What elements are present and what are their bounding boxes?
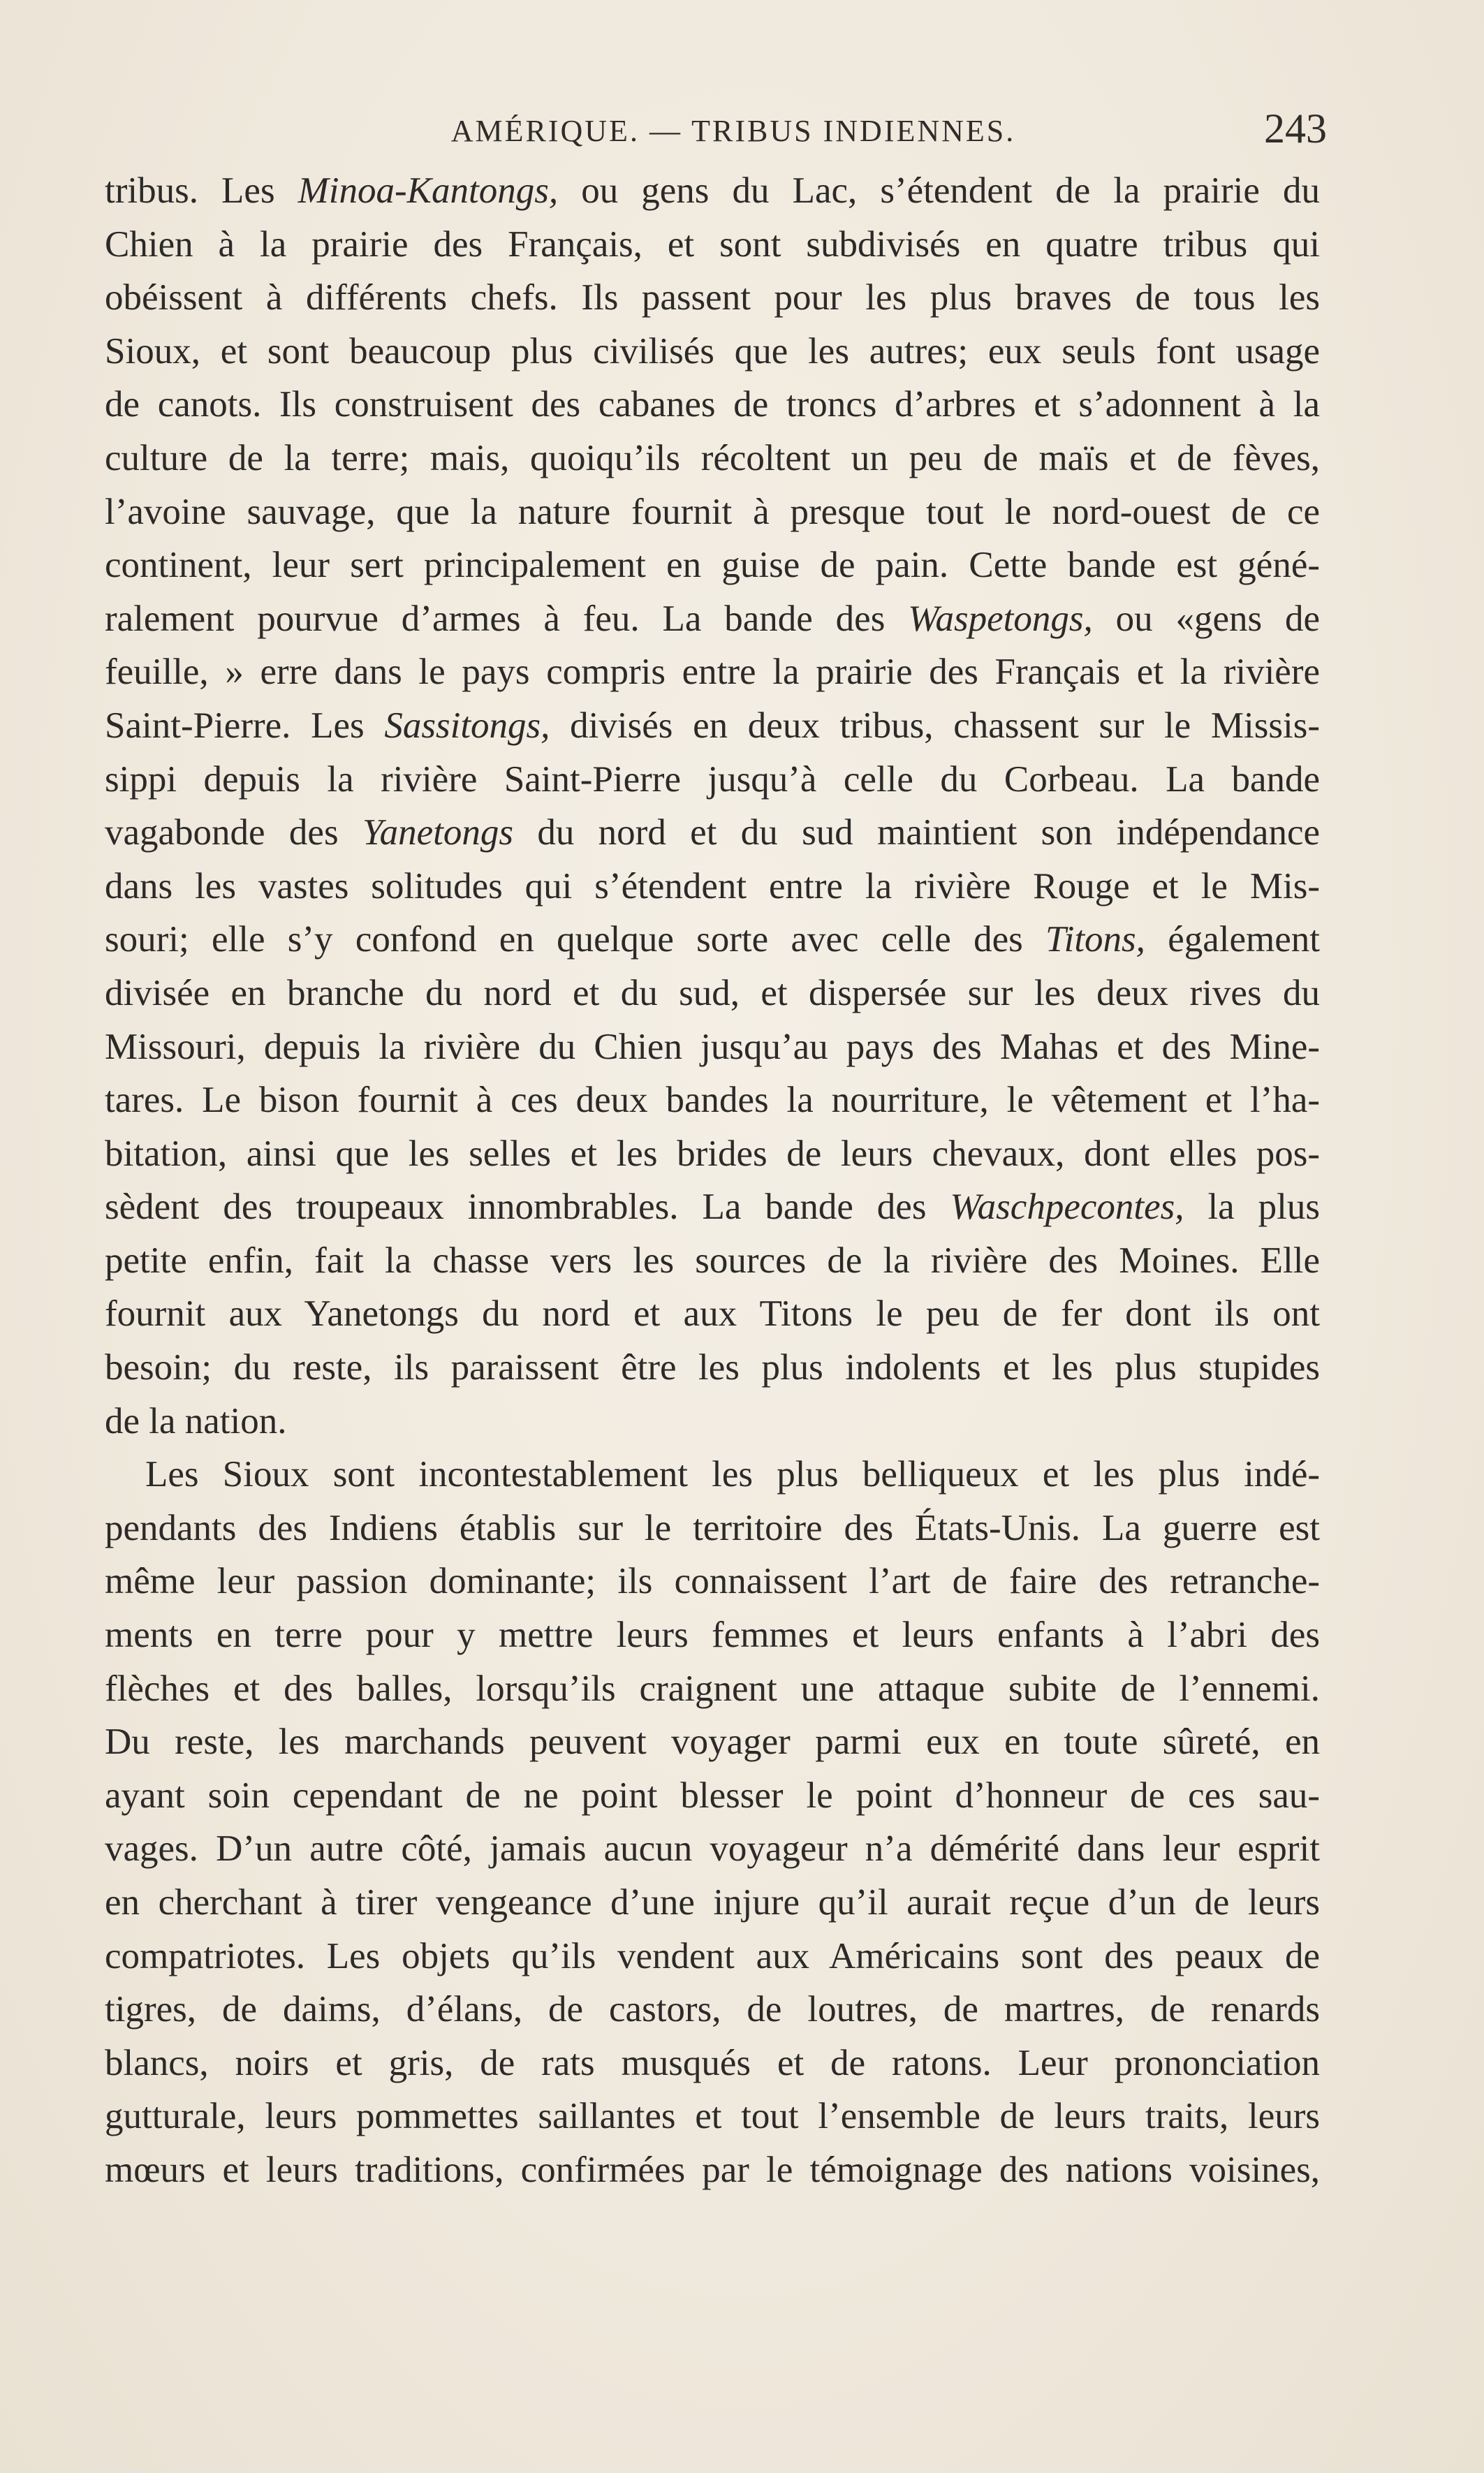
text-line (105, 325, 1320, 379)
text-segment: Chien à la prairie des Français, et sont subdivisés en quatre tribus qui (105, 223, 1320, 265)
text-segment: petite enfin, fait la chasse vers les sources de la rivière des Moines. Elle (105, 1240, 1320, 1281)
text-segment: blancs, noirs et gris, de rats musqués et de ratons. Leur prononciation (105, 2042, 1320, 2083)
text-segment: ayant soin cependant de ne point blesser le point d’honneur de ces sau- (105, 1775, 1320, 1816)
text-line (105, 645, 1320, 699)
text-segment: obéissent à différents chefs. Ils passent pour les plus braves de tous les (105, 277, 1320, 318)
text-segment: sippi depuis la rivière Saint-Pierre jusqu’à celle du Corbeau. La bande (105, 758, 1320, 800)
text-segment: de canots. Ils construisent des cabanes de troncs d’arbres et s’adonnent à la (105, 384, 1320, 425)
text-line (105, 1073, 1320, 1127)
text-segment: Missouri, depuis la rivière du Chien jusqu’au pays des Mahas et des Mine- (105, 1026, 1320, 1067)
text-line (105, 1020, 1320, 1074)
text-segment: pendants des Indiens établis sur le territoire des États-Unis. La guerre est (105, 1507, 1320, 1548)
text-line (105, 1715, 1320, 1769)
text-line (105, 2037, 1320, 2090)
text-segment: gutturale, leurs pommettes saillantes et tout l’ensemble de leurs traits, leurs (105, 2096, 1320, 2137)
text-segment: du nord et du sud maintient son indépendance (513, 812, 1320, 853)
text-segment: continent, leur sert principalement en guise de pain. Cette bande est géné- (105, 545, 1320, 586)
text-line (105, 2090, 1320, 2143)
text-line (105, 1662, 1320, 1716)
text-segment: ments en terre pour y mettre leurs femmes et leurs enfants à l’abri des (105, 1615, 1320, 1656)
text-segment: divisée en branche du nord et du sud, et dispersée sur les deux rives du (105, 972, 1320, 1013)
text-segment: tares. Le bison fournit à ces deux bandes la nourriture, le vêtement et l’ha- (105, 1080, 1320, 1121)
text-segment: bitation, ainsi que les selles et les brides de leurs chevaux, dont elles pos- (105, 1133, 1320, 1174)
body-text (105, 164, 1320, 2197)
text-segment: de la nation. (105, 1400, 287, 1441)
text-line (105, 1555, 1320, 1608)
text-segment: feuille, » erre dans le pays compris entre la prairie des Français et la rivière (105, 652, 1320, 693)
running-head (140, 105, 1327, 161)
text-line (105, 699, 1320, 753)
text-line (105, 1395, 1320, 1448)
text-line (105, 1608, 1320, 1662)
text-line (105, 1448, 1320, 1502)
text-line (105, 753, 1320, 807)
text-segment: Saint-Pierre. Les (105, 705, 385, 746)
tribe-name: Minoa-Kantongs, (297, 170, 559, 211)
text-line (105, 538, 1320, 592)
text-line (105, 1127, 1320, 1181)
text-line (105, 592, 1320, 646)
text-segment: divisés en deux tribus, chassent sur le Missis- (550, 705, 1320, 746)
text-line (105, 164, 1320, 218)
text-segment: compatriotes. Les objets qu’ils vendent aux Américains sont des peaux de (105, 1935, 1320, 1976)
text-segment: besoin; du reste, ils paraissent être les plus indolents et les plus stupides (105, 1347, 1320, 1388)
text-segment: flèches et des balles, lorsqu’ils craignent une attaque subite de l’ennemi. (105, 1668, 1320, 1709)
text-line (105, 1234, 1320, 1288)
tribe-name: Sassitongs, (384, 705, 550, 746)
text-segment: vages. D’un autre côté, jamais aucun voyageur n’a démérité dans leur esprit (105, 1828, 1320, 1870)
text-line (105, 271, 1320, 325)
text-segment: mœurs et leurs traditions, confirmées par le témoignage des nations voisines, (105, 2149, 1320, 2190)
text-segment: également (1145, 919, 1320, 960)
text-line (105, 485, 1320, 539)
text-line (105, 967, 1320, 1020)
text-line (105, 806, 1320, 860)
text-segment: vagabonde des (105, 812, 362, 853)
text-segment: la plus (1184, 1187, 1320, 1228)
text-line (105, 1876, 1320, 1930)
text-line (105, 1341, 1320, 1395)
text-line (105, 2143, 1320, 2197)
text-segment: tigres, de daims, d’élans, de castors, de loutres, de martres, de renards (105, 1989, 1320, 2030)
text-segment: ou «gens de (1092, 598, 1320, 639)
text-segment: ou gens du Lac, s’étendent de la prairie du (558, 170, 1320, 211)
text-line (105, 1930, 1320, 1983)
text-line (105, 432, 1320, 485)
text-line (105, 378, 1320, 432)
text-segment: fournit aux Yanetongs du nord et aux Titons le peu de fer dont ils ont (105, 1293, 1320, 1335)
text-segment: l’avoine sauvage, que la nature fournit à presque tout le nord-ouest de ce (105, 491, 1320, 532)
text-segment: Du reste, les marchands peuvent voyager parmi eux en toute sûreté, en (105, 1722, 1320, 1763)
text-segment: souri; elle s’y confond en quelque sorte avec celle des (105, 919, 1046, 960)
tribe-name: Titons, (1045, 919, 1145, 960)
text-line (105, 913, 1320, 967)
text-line (105, 1822, 1320, 1876)
text-line (105, 860, 1320, 913)
text-segment: Les Sioux sont incontestablement les plus belliqueux et les plus indé- (145, 1454, 1320, 1495)
tribe-name: Waspetongs, (908, 598, 1093, 639)
text-line (105, 1769, 1320, 1823)
text-segment: culture de la terre; mais, quoiqu’ils récoltent un peu de maïs et de fèves, (105, 437, 1320, 478)
text-line (105, 218, 1320, 272)
text-line (105, 1287, 1320, 1341)
text-line (105, 1983, 1320, 2037)
running-title: AMÉRIQUE. — TRIBUS INDIENNES. (450, 114, 1016, 148)
text-segment: ralement pourvue d’armes à feu. La bande des (105, 598, 909, 639)
page-number: 243 (1264, 105, 1327, 152)
text-segment: dans les vastes solitudes qui s’étendent entre la rivière Rouge et le Mis- (105, 865, 1320, 907)
text-segment: sèdent des troupeaux innombrables. La bande des (105, 1187, 950, 1228)
text-line (105, 1502, 1320, 1555)
text-segment: Sioux, et sont beaucoup plus civilisés que les autres; eux seuls font usage (105, 330, 1320, 372)
text-segment: tribus. Les (105, 170, 298, 211)
text-line (105, 1180, 1320, 1234)
text-segment: en cherchant à tirer vengeance d’une injure qu’il aurait reçue d’un de leurs (105, 1882, 1320, 1923)
tribe-name: Waschpecontes, (950, 1187, 1184, 1228)
text-segment: même leur passion dominante; ils connaissent l’art de faire des retranche- (105, 1561, 1320, 1602)
tribe-name: Yanetongs (362, 812, 513, 853)
